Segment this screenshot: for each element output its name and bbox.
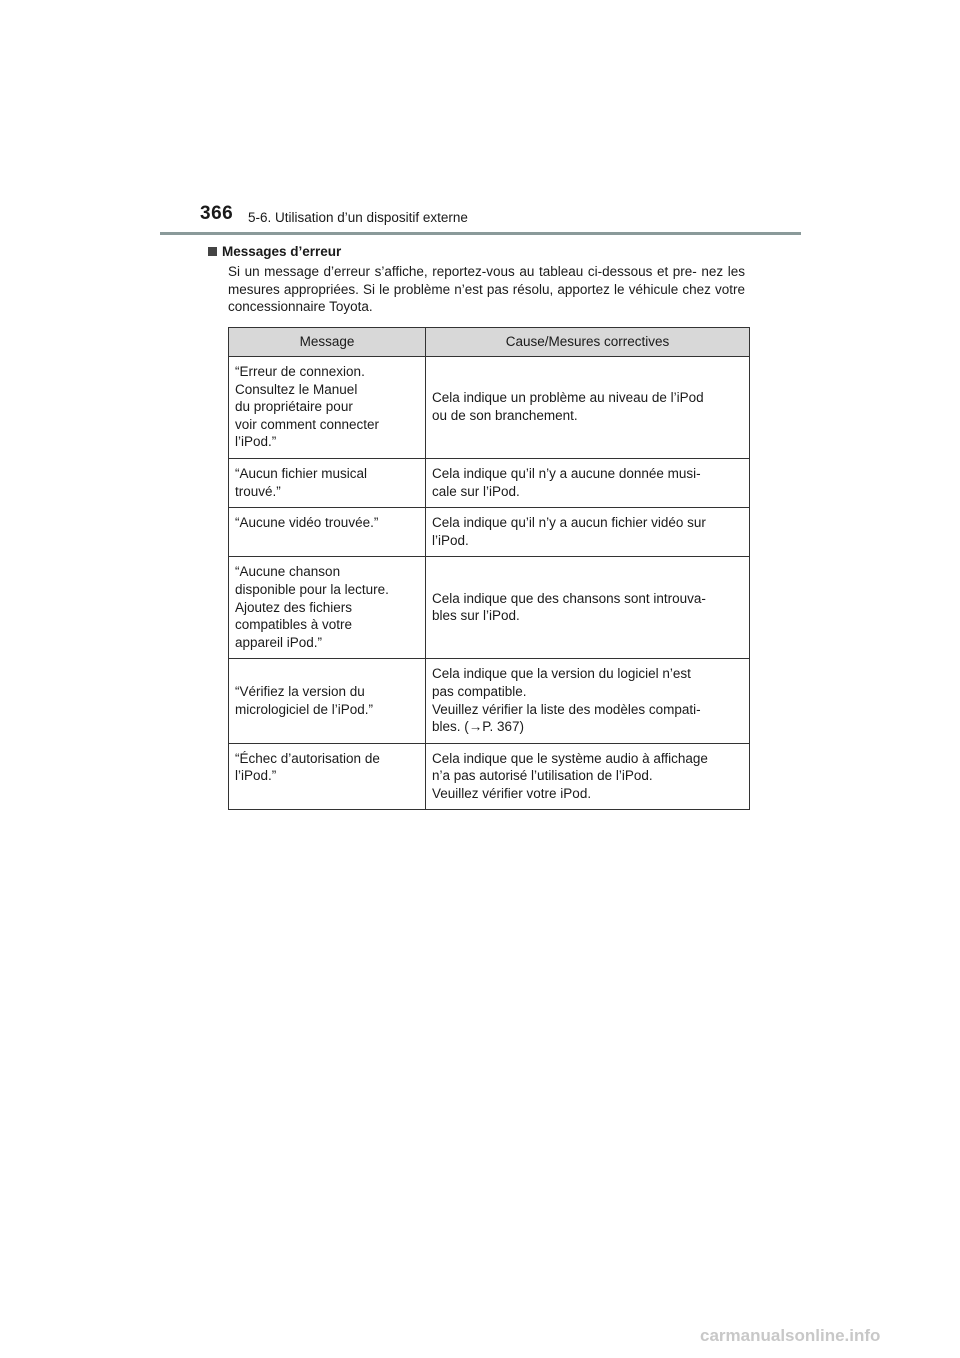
table-row [229,557,750,659]
message-line: “Aucune vidéo trouvée.” [235,515,379,531]
message-line: “Aucun fichier musical [235,465,368,481]
cause-line: n’a pas autorisé l’utilisation de l’iPod. [432,768,653,784]
cause-cell [426,458,750,507]
message-line: “Échec d’autorisation de [235,750,380,766]
intro-paragraph [228,263,745,316]
message-line: Ajoutez des fichiers [235,599,353,615]
intro-line: nez les mesures appropriées. Si le problème n’est pas résolu, apportez le [228,264,745,297]
cause-line: Cela indique qu’il n’y a aucune donnée musi- [432,465,701,481]
watermark: carmanualsonline.info [700,1326,881,1345]
cause-line: bles sur l’iPod. [432,608,520,624]
message-line: trouvé.” [235,483,281,499]
page-number: 366 [200,203,234,224]
cause-line: Cela indique qu’il n’y a aucun fichier vidéo sur [432,515,706,531]
cause-line: Cela indique que des chansons sont introuva- [432,590,706,606]
message-line: “Aucune chanson [235,564,341,580]
cause-line: cale sur l’iPod. [432,483,520,499]
message-line: Consultez le Manuel [235,381,358,397]
error-messages-table [228,327,750,810]
table-row [229,508,750,557]
message-cell [229,357,426,459]
message-cell [229,659,426,743]
message-cell [229,743,426,810]
message-cell [229,557,426,659]
table-header-row [229,328,750,357]
cause-line: l’iPod. [432,532,469,548]
heading-text: Messages d’erreur [222,244,342,259]
cause-cell [426,743,750,810]
column-header-message: Message [229,328,426,357]
table-row [229,458,750,507]
message-line: appareil iPod.” [235,634,323,650]
square-bullet-icon [208,247,217,256]
header-rule [160,232,801,235]
cause-cell [426,557,750,659]
message-line: l’iPod.” [235,768,277,784]
cause-line: bles. (→P. 367) [432,719,525,735]
cause-line: ou de son branchement. [432,407,578,423]
message-line: micrologiciel de l’iPod.” [235,701,374,717]
message-line: du propriétaire pour [235,399,353,415]
cause-cell [426,508,750,557]
table-row [229,743,750,810]
message-line: disponible pour la lecture. [235,581,389,597]
table-row [229,659,750,743]
message-line: “Erreur de connexion. [235,364,365,379]
section-heading [208,244,341,259]
message-line: voir comment connecter [235,416,380,432]
message-line: compatibles à votre [235,617,353,633]
section-title: 5-6. Utilisation d’un dispositif externe [248,210,468,225]
message-line: “Vérifiez la version du [235,683,365,699]
intro-line: véhicule chez votre concessionnaire Toyota. [228,281,745,314]
cause-line: Veuillez vérifier la liste des modèles compati- [432,701,701,717]
cause-line: pas compatible. [432,683,527,699]
table-row [229,357,750,459]
message-cell [229,508,426,557]
cause-line: Cela indique un problème au niveau de l’iPod [432,390,704,406]
cause-line: Veuillez vérifier votre iPod. [432,785,592,801]
message-line: l’iPod.” [235,434,277,450]
message-cell [229,458,426,507]
cause-line: Cela indique que le système audio à affichage [432,750,708,766]
column-header-cause: Cause/Mesures correctives [426,328,750,357]
cause-cell [426,659,750,743]
cause-line: Cela indique que la version du logiciel n’est [432,666,691,682]
intro-line: Si un message d’erreur s’affiche, reportez-vous au tableau ci-dessous et pre- [228,264,697,279]
cause-cell [426,357,750,459]
